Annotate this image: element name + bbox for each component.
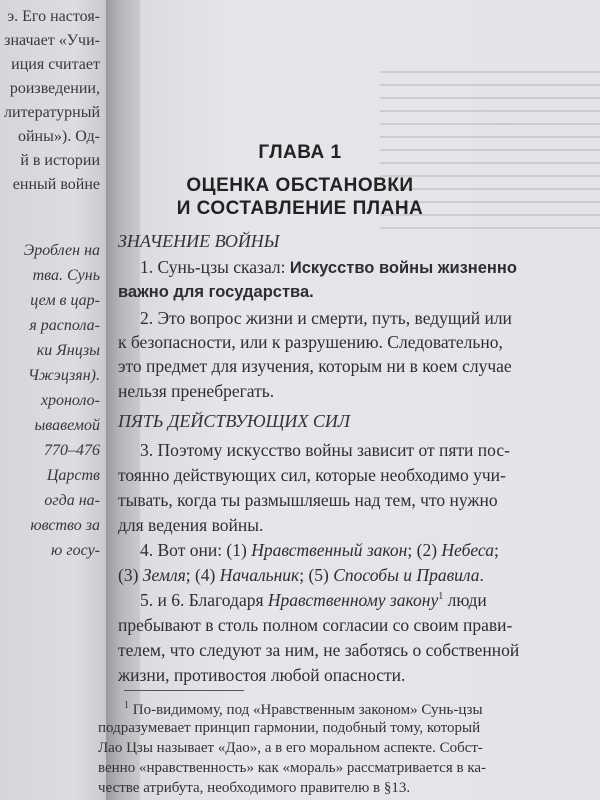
left-page-line: иция считает [11,56,100,73]
p5-text: люди [443,590,487,610]
paragraph-5-line-1 [118,590,580,611]
paragraph-3-line-3: тывать, когда ты размышляешь над тем, что нужно [118,490,498,510]
left-page-line: енный войне [12,176,100,193]
footnote-line-2: подразумевает принцип гармонии, подобный тому, который [98,720,481,736]
p4-methods: Способы и Правила [333,565,480,585]
left-page-line: ю госу- [51,542,100,559]
left-page-line: э. Его настоя- [7,8,100,25]
section-heading-importance-of-war: ЗНАЧЕНИЕ ВОЙНЫ [118,231,280,251]
p4-text: ; [493,540,499,560]
left-page-line: ывавемой [34,417,100,434]
p4-text: (3) [118,565,143,585]
left-page-line: Эроблен на [23,242,100,259]
bleed-through-text [380,60,600,280]
left-page-line: Царств [46,467,100,484]
paragraph-2-line-3: это предмет для изучения, которым ни в коем случае [118,356,512,376]
left-page-line: литературный [4,104,100,121]
footnote-line-1 [98,700,483,719]
footnote-divider [124,690,244,691]
left-page-line: я распола- [29,317,100,334]
paragraph-2-line-1: 2. Это вопрос жизни и смерти, путь, ведущий или [140,308,512,328]
p4-text: ; (4) [185,565,220,585]
footnote-line-4: венно «нравственность» как «мораль» рассматривается в ка- [98,760,487,776]
left-page-line: ювство за [30,517,100,534]
left-page-line: тва. Сунь [32,267,100,284]
p4-moral-law: Нравственный закон [251,540,408,560]
footnote-line-5: честве атрибута, необходимого правителю в §13. [98,780,411,796]
left-page-line: значает «Учи- [4,32,100,49]
p4-earth: Земля [142,565,186,585]
left-page-line: хроноло- [40,392,100,409]
left-page-line: 770–476 [44,442,100,459]
paragraph-1-line-1 [118,257,580,278]
p4-text: 4. Вот они: (1) [140,540,252,560]
paragraph-1-lead: 1. Сунь-цзы сказал: [140,257,290,277]
p4-heaven: Небеса [441,540,494,560]
left-page-line: роизведении, [9,80,100,97]
paragraph-4-line-2 [118,565,558,586]
chapter-number: ГЛАВА 1 [258,142,342,163]
p5-text: 5. и 6. Благодаря [140,590,268,610]
footnote-text: По-видимому, под «Нравственным законом» Сунь-цзы [129,702,483,718]
section-heading-five-forces: ПЯТЬ ДЕЙСТВУЮЩИХ СИЛ [118,411,351,431]
p5-moral-law: Нравственному закону [267,590,439,610]
paragraph-1-bold: Искусство войны жизненно [289,259,517,277]
left-page-line: ойны»). Од- [17,128,100,145]
left-page [0,0,108,800]
p4-text: ; (5) [299,565,334,585]
paragraph-3-line-4: для ведения войны. [118,515,264,535]
chapter-title-line-2: И СОСТАВЛЕНИЕ ПЛАНА [176,198,424,219]
footnote-reference[interactable]: 1 [438,591,444,603]
left-page-line: огда на- [44,492,100,509]
paragraph-1-line-2 [118,281,558,302]
chapter-title-line-1: ОЦЕНКА ОБСТАНОВКИ [186,175,414,196]
paragraph-5-line-2: пребывают в столь полном согласии со своим прави- [118,615,513,635]
left-page-line: й в истории [20,152,100,169]
paragraph-2-line-4: нельзя пренебрегать. [118,381,275,401]
p4-text: ; (2) [407,540,442,560]
paragraph-1-bold-end: важно для государства. [118,283,314,301]
paragraph-5-line-3: телем, что следуют за ним, не заботясь о собственной [118,640,520,660]
paragraph-5-line-4: жизни, противостоя любой опасности. [118,665,406,685]
paragraph-3-line-1: 3. Поэтому искусство войны зависит от пяти пос- [140,440,510,460]
footnote-marker: 1 [124,700,129,711]
footnote-line-3: Лао Цзы называет «Дао», а в его моральном аспекте. Собст- [98,740,483,756]
left-page-line: Чжэцзян). [27,367,100,384]
left-page-line: цем в цар- [30,292,100,309]
paragraph-4-line-1 [118,540,580,561]
left-page-line: ки Янцзы [36,342,100,359]
p4-commander: Начальник [219,565,300,585]
p4-text: . [479,565,484,585]
paragraph-3-line-2: тоянно действующих сил, которые необходимо учи- [118,465,506,485]
paragraph-2-line-2: к безопасности, или к разрушению. Следовательно, [118,332,503,352]
